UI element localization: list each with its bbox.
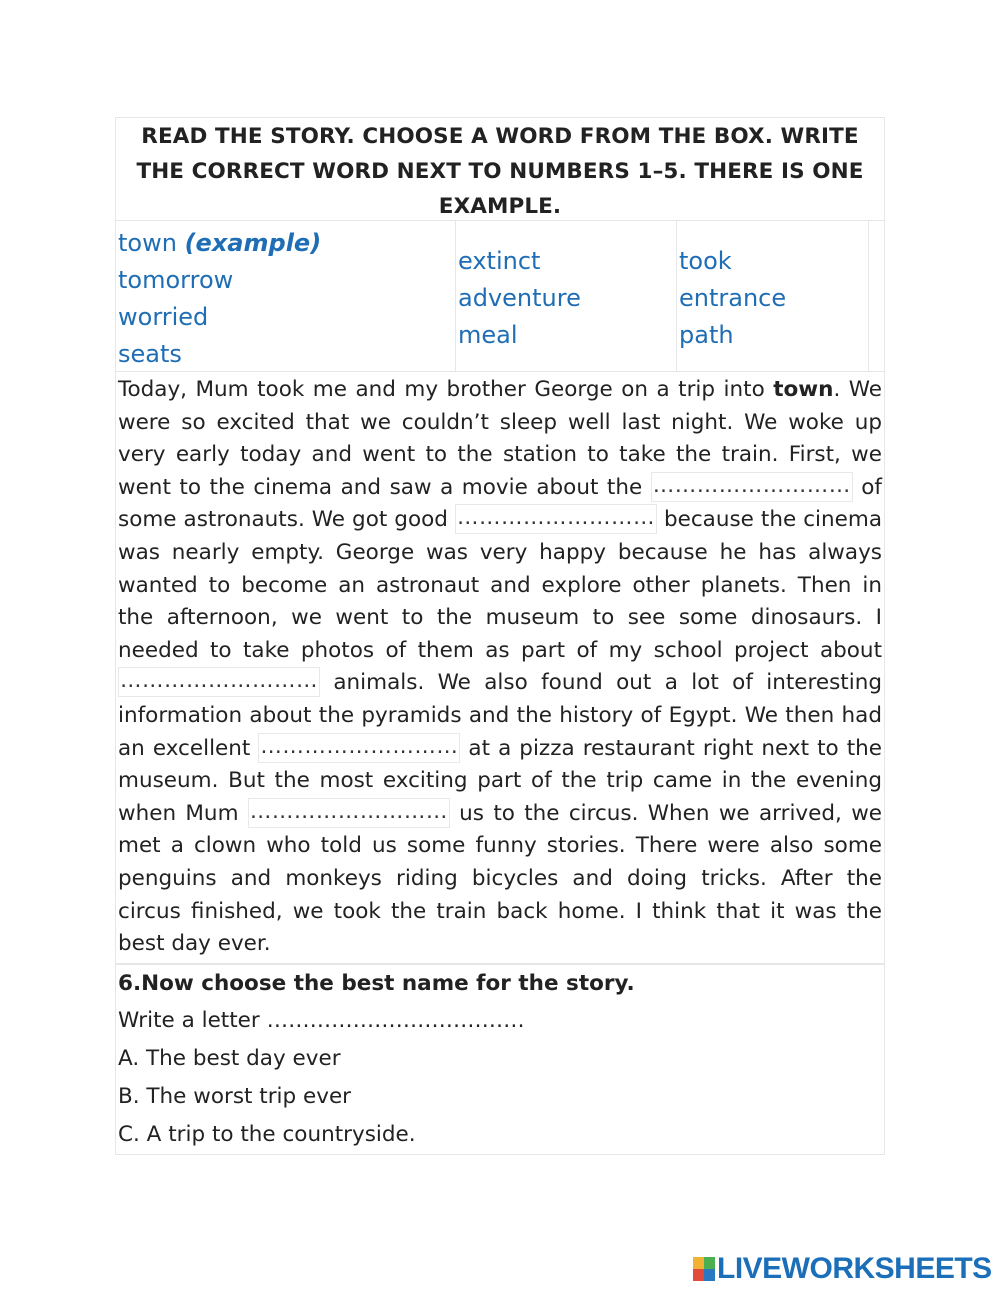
story-segment: at a pizza restaurant right next to the museum. But the most exciting part of the trip came in the evening when Mum	[118, 735, 882, 826]
word-option: worried	[118, 303, 209, 331]
word-box-spacer	[869, 221, 884, 371]
word-option: seats	[118, 340, 182, 368]
answer-blank-2[interactable]: ………………………	[455, 504, 657, 534]
option-a: A. The best day ever	[118, 1045, 341, 1071]
word-box-column-1	[116, 221, 456, 371]
liveworksheets-logo	[693, 1254, 992, 1284]
option-c: C. A trip to the countryside.	[118, 1121, 416, 1147]
story-segment: Today, Mum took me and my brother George on a trip into	[118, 377, 774, 402]
word-option: path	[679, 321, 734, 349]
answer-blank-5[interactable]: ………………………	[248, 798, 450, 828]
word-option: entrance	[679, 284, 787, 312]
example-tag: (example)	[184, 229, 322, 257]
story-segment: animals. We also found out a lot of interesting information about the pyramids and the history of Egypt. We then had an excellent	[118, 670, 882, 761]
answer-letter-field[interactable]: Write a letter ………………………………	[118, 1007, 525, 1033]
word-option: tomorrow	[118, 266, 234, 294]
worksheet	[115, 117, 885, 1155]
word-option: took	[679, 247, 732, 275]
question-6-title: 6.Now choose the best name for the story.	[116, 964, 884, 1002]
example-word: town	[118, 229, 177, 257]
story-text	[115, 371, 885, 964]
answer-blank-1[interactable]: ………………………	[651, 472, 853, 502]
question-6-section	[115, 964, 885, 1155]
logo-text: LIVEWORKSHEETS	[717, 1252, 992, 1285]
logo-icon	[693, 1257, 715, 1281]
story-segment: because the cinema was nearly empty. George was very happy because he has always wanted to become an astronaut and explore other planets. Then in the afternoon, we went to the museum to see some dinosaurs. I needed to take photos of them as part of my school project about	[118, 507, 882, 663]
word-option: meal	[458, 321, 518, 349]
answer-blank-4[interactable]: ………………………	[258, 733, 460, 763]
story-segment: of some astronauts. We got good	[118, 474, 882, 533]
word-option: extinct	[458, 247, 541, 275]
example-word-line	[118, 225, 455, 262]
option-b: B. The worst trip ever	[118, 1083, 352, 1109]
story-segment: us to the circus. When we arrived, we met a clown who told us some funny stories. There were also some penguins and monkeys riding bicycles and doing tricks. After the circus finished, we took the train back home. I think that it was the best day ever.	[118, 800, 883, 957]
answer-blank-3[interactable]: ………………………	[118, 667, 320, 697]
instructions-heading: READ THE STORY. CHOOSE A WORD FROM THE BOX. WRITE THE CORRECT WORD NEXT TO NUMBERS 1–5. THERE IS ONE EXAMPLE.	[115, 117, 885, 221]
word-box	[115, 221, 885, 371]
example-answer: town	[773, 377, 834, 402]
word-box-column-3	[677, 221, 869, 371]
word-option: adventure	[458, 284, 581, 312]
story-segment: . We were so excited that we couldn’t sleep well last night. We woke up very early today and went to the station to take the train. First, we went to the cinema and saw a movie about the	[118, 377, 882, 500]
word-box-column-2	[456, 221, 677, 371]
